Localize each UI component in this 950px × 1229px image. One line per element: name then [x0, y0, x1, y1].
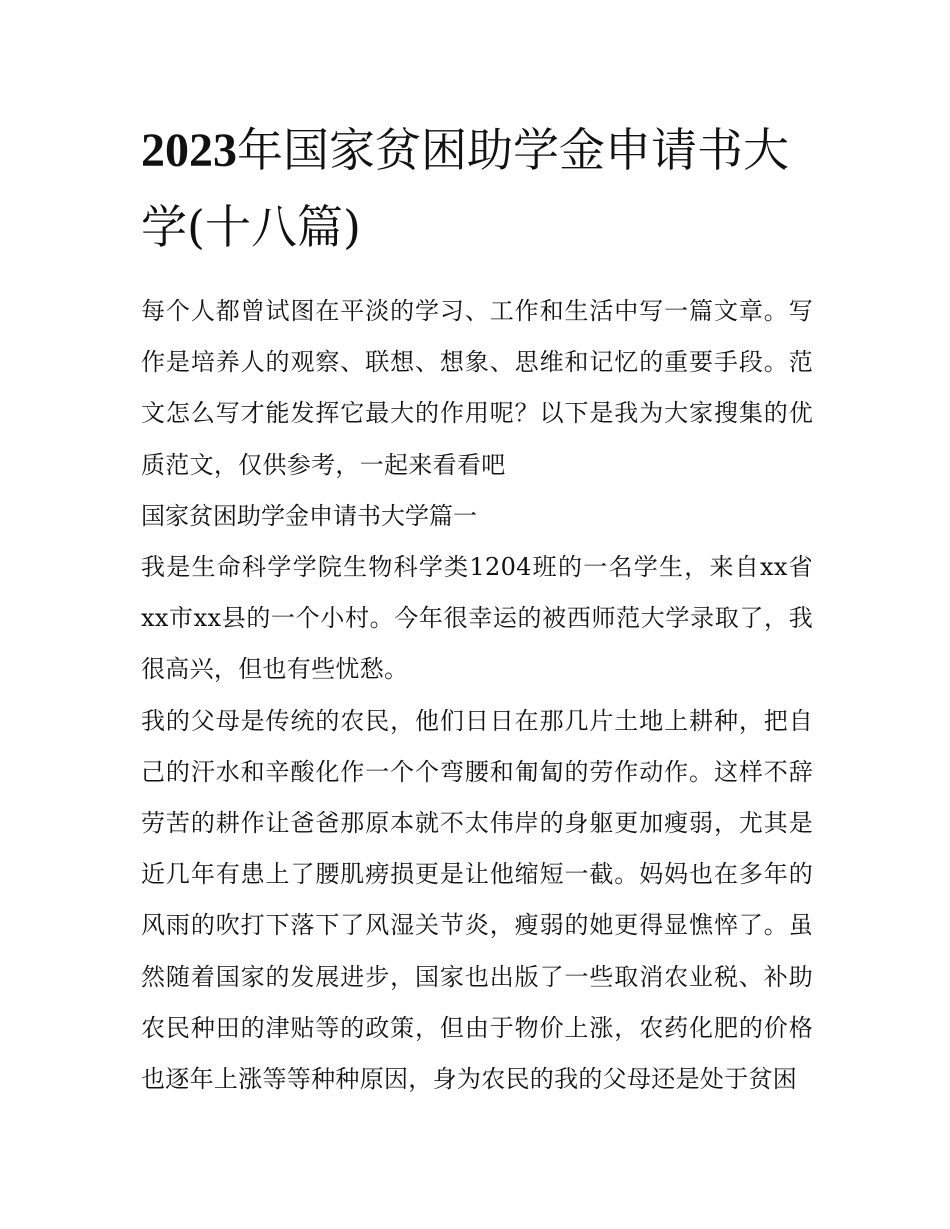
body-paragraph-1: 我是生命科学学院生物科学类1204班的一名学生，来自xx省xx市xx县的一个小村。今年很幸运的被西师范大学录取了，我很高兴，但也有些忧愁。: [141, 553, 813, 684]
document-content: [141, 112, 813, 1105]
document-title: [141, 112, 813, 265]
intro-paragraph: 每个人都曾试图在平淡的学习、工作和生活中写一篇文章。写作是培养人的观察、联想、想象、思维和记忆的重要手段。范文怎么写才能发挥它最大的作用呢？以下是我为大家搜集的优质范文，仅供参考，一起来看看吧: [141, 297, 813, 479]
body-paragraph-2: 我的父母是传统的农民，他们日日在那几片土地上耕种，把自己的汗水和辛酸化作一个个弯腰和匍匐的劳作动作。这样不辞劳苦的耕作让爸爸那原本就不太伟岸的身躯更加瘦弱，尤其是近几年有患上了腰肌痨损更是让他缩短一截。妈妈也在多年的风雨的吹打下落下了风湿关节炎，瘦弱的她更得显憔悴了。虽然随着国家的发展进步，国家也出版了一些取消农业税、补助农民种田的津贴等的政策，但由于物价上涨，农药化肥的价格也逐年上涨等等种种原因，身为农民的我的父母还是处于贫困: [141, 706, 813, 1094]
title-text: 年国家贫困助学金申请书大学(十八篇): [141, 123, 789, 254]
section-heading: 国家贫困助学金申请书大学篇一: [141, 501, 477, 530]
title-year: 2023: [141, 124, 237, 177]
title-spacer: [141, 265, 813, 286]
